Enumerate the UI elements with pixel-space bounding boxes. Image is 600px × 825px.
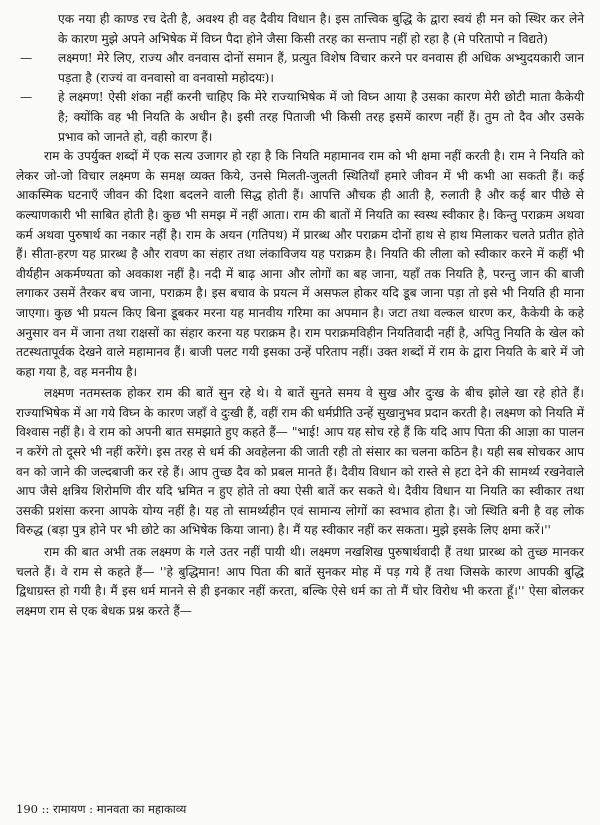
dash-marker: — xyxy=(20,51,33,66)
quote-text: लक्ष्मण! मेरे लिए, राज्य और वनवास दोनों समान हैं, प्रत्युत विशेष विचार करने पर वनवास ही अधिक अभ्युदयकारी जान पड़ता है (राज्यं वा वनवासो वा वनवासो महोदयः)। xyxy=(58,51,584,85)
paragraph-lakshman-speech: लक्ष्मण नतमस्तक होकर राम की बातें सुन रहे थे। ये बातें सुनते समय वे सुख और दुःख के बीच झोले खा रहे होते हैं। राज्याभिषेक में आ गये विघ्न के कारण जहाँ वे दुःखी हैं, वहीं राम की धर्मप्रीति उन्हें सुखानुभव प्रदान करती है। लक्ष्मण को नियति में विश्वास नहीं है। वे राम को अपनी बात समझाते हुए कहते हैं— "भाई! आप यह सोच रहे हैं कि यदि आप पिता की आज्ञा का पालन न करेंगे तो दूसरे भी नहीं करेंगे। इस तरह से धर्म की अवहेलना की जाती रही तो संसार का चलना कठिन है। यही सब सोचकर आप वन को जाने की जल्दबाजी कर रहे हैं। आप तुच्छ दैव को प्रबल मानते हैं। दैवीय विधान को रास्ते से हटा देने की सामर्थ्य रखनेवाले आप जैसे क्षत्रिय शिरोमणि वीर यदि भ्रमित न हुए होते तो क्या ऐसी बातें कर सकते थे। दैवीय विधान या नियति का स्वीकार तथा उसकी प्रशंसा करना आपके योग्य नहीं है। यह तो सामर्थ्यहीन एवं सामान्य लोगों का स्वभाव होता है। जो स्थिति बनी है वह लोक विरुद्ध (बड़ा पुत्र होने पर भी छोटे का अभिषेक किया जाना) है। मैं यह स्वीकार नहीं कर सकता। मुझे इसके लिए क्षमा करें।'' xyxy=(16,386,584,538)
quote-item xyxy=(16,49,584,88)
page-footer: 190 :: रामायण : मानवता का महाकाव्य xyxy=(16,802,187,816)
paragraph-lakshman-question: राम की बात अभी तक लक्ष्मण के गले उतर नहीं पायी थी। लक्ष्मण नखशिख पुरुषार्थवादी हैं तथा प्रारब्ध को तुच्छ मानकर चलते हैं। वे राम से कहते हैं— ''हे बुद्धिमान! आप पिता की बातें सुनकर मोह में पड़ गये हैं तथा जिसके कारण आपकी बुद्धि द्विधाग्रस्त हो गयी है। मैं इस धर्म मानने से ही इनकार नहीं करता, बल्कि ऐसे धर्म का तो मैं घोर विरोध भी करता हूँ।'' ऐसा बोलकर लक्ष्मण राम से एक बेधक प्रश्न करते हैं— xyxy=(16,545,584,618)
quote-text: हे लक्ष्मण! ऐसी शंका नहीं करनी चाहिए कि मेरे राज्याभिषेक में जो विघ्न आया है उसका कारण मेरी छोटी माता कैकेयी है; क्योंकि वह भी नियति के अधीन है। इसी तरह पिताजी भी किसी तरह इसमें कारण नहीं हैं। तुम तो दैव और उसके प्रभाव को जानते हो, वही कारण हैं। xyxy=(58,90,584,144)
quote-item xyxy=(16,88,584,147)
intro-continuation: एक नया ही काण्ड रच देती है, अवश्य ही वह दैवीय विधान है। इस तात्त्विक बुद्धि के द्वारा स्वयं ही मन को स्थिर कर लेने के कारण मुझे अपने अभिषेक में विघ्न पैदा होने जैसा किसी तरह का सन्ताप नहीं हो रहा है (मे परितापो न विद्यते) xyxy=(58,12,584,46)
paragraph-niyati: राम के उपर्युक्त शब्दों में एक सत्य उजागर हो रहा है कि नियति महामानव राम को भी क्षमा नहीं करती है। राम ने नियति को लेकर जो-जो विचार लक्ष्मण के समक्ष व्यक्त किये, उनसे मिलती-जुलती स्थितियाँ हमारे जीवन में भी कभी आ सकती हैं। कई आकस्मिक घटनाएँ जीवन की दिशा बदलने वाली सिद्ध होती हैं। आपत्ति औचक ही आती है, रुलाती है और कई बार पीछे से कल्याणकारी भी साबित होती है। कुछ भी समझ में नहीं आता। राम की बातों में नियति का स्वस्थ स्वीकार है। किन्तु पराक्रम अथवा कर्म अथवा पुरुषार्थ का नकार नहीं है। राम के अयन (गतिपथ) में प्रारब्ध और पराक्रम दोनों हाथ से हाथ मिलाकर चलते प्रतीत होते हैं। सीता-हरण यह प्रारब्ध है और रावण का संहार तथा लंकाविजय यह पराक्रम है। नियति की लीला को स्वीकार करने में कहीं भी वीर्यहीन अकर्मण्यता को अवकाश नहीं है। नदी में बाढ़ आना और लोगों का बह जाना, यहाँ तक नियति है, परन्तु जान की बाजी लगाकर उसमें तैरकर बच जाना, पराक्रम है। इस बचाव के प्रयत्न में असफल होकर यदि डूब जाना पड़ा तो इसे भी नियति ही माना जाएगा। कुछ भी प्रयत्न किए बिना डूबकर मरना यह मानवीय गरिमा का अपमान है। जटा तथा वल्कल धारण कर, कैकेयी के कहे अनुसार वन में जाना तथा राक्षसों का संहार करना यह पराक्रम है। राम पराक्रमविहीन नियतिवादी नहीं है, अपितु नियति के खेल को तटस्थतापूर्वक देखने वाले महामानव हैं। बाजी पलट गयी इसका उन्हें परिताप नहीं। उक्त शब्दों में राम के द्वारा नियति के बारे में जो कहा गया है, वह मननीय है। xyxy=(16,149,584,379)
dash-marker: — xyxy=(20,90,33,105)
quote-list xyxy=(16,49,584,147)
